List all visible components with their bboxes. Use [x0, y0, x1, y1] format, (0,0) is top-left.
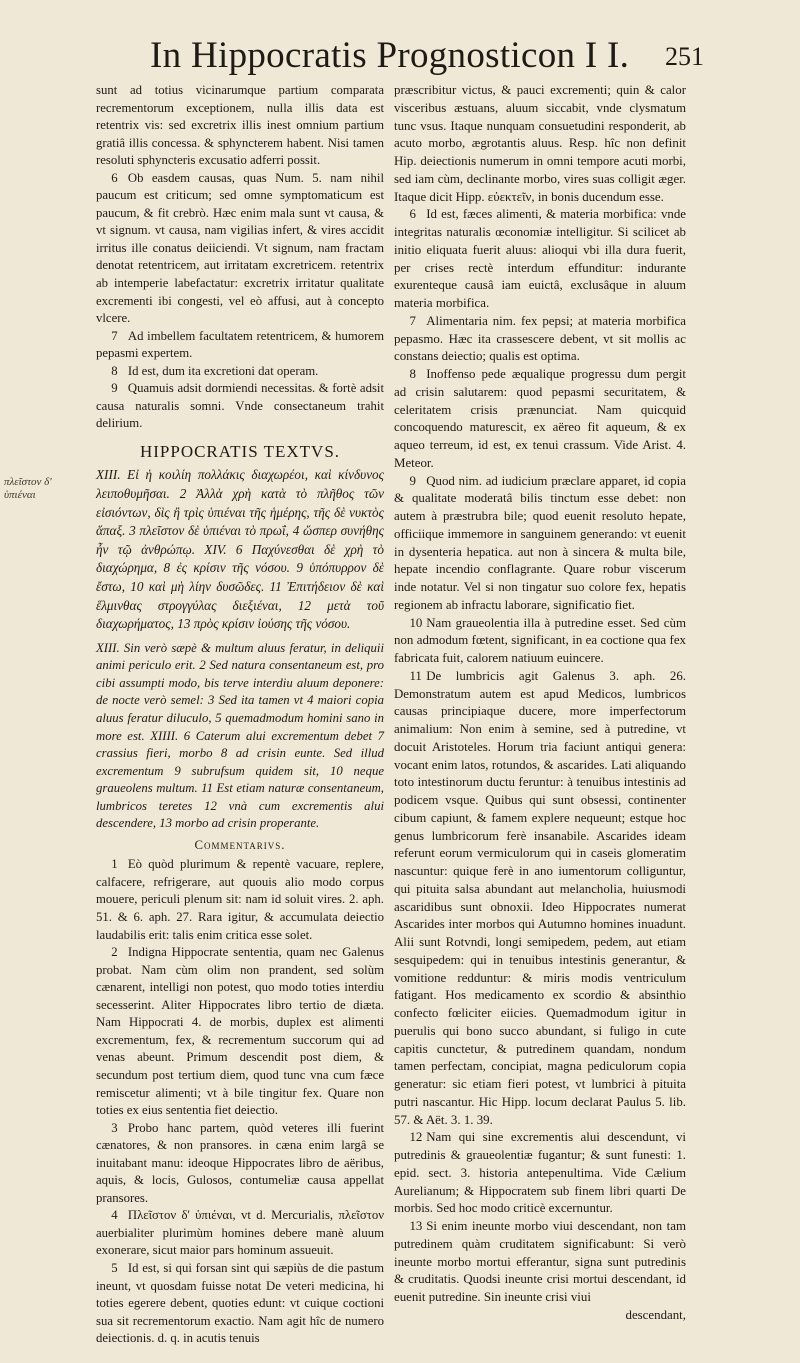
section-heading: HIPPOCRATIS TEXTVS. — [139, 441, 341, 461]
note-number: 7 — [111, 328, 118, 343]
note-text: Id est, fæces alimenti, & materia morbifica: vnde integritas naturalis œconomiæ intelligitur. Si scilicet ab initio eliquata fuerit aluus: alioqui vbi illa dura fuerit, per crises rectè interdum effunditur: indurante exurenteque causâ iam euictâ, exclusâque in aluum materia morbifica. — [394, 207, 686, 310]
latin-text: XIII. Sin verò sæpè & multum aluus feratur, in deliquii animi periculo erit. 2 Sed natura consentaneum est, pro cibi assumpti modo, bis terve interdiu aluum deponere: de nocte verò semel: 3 Sed ita tamen vt 4 maiori copia aluus feratur diluculo, 5 quemadmodum homini sano in more est. XIIII. 6 Caterum alui excrementum debet 7 crassius fieri, morbo 8 ad crisin eunte. Sed illud excrementum 9 subrufsum quidem sit, 10 neque graueolens multum. 11 Est etiam naturæ consentaneum, lumbricos teretes 12 vnà cum excrementis alui descendere, 13 morbo ad crisin properante. — [96, 640, 384, 831]
note-text: Nam qui sine excrementis alui descendunt, vi putredinis & graueolentiæ fugantur; & sunt funesti: 1. epid. sect. 3. historia antepenultima. Vide Cælium Aurelianum; & Hippocratem sub finem libri quarti De morbis. Sed hoc modo criticè excernuntur. — [394, 1130, 686, 1216]
note-9 — [96, 380, 384, 433]
left-column — [96, 82, 384, 1348]
note-text: Id est, si qui forsan sint qui sæpiùs de die pastum ineunt, vt quosdam fuisse notat De veteri medicina, hi toties egerere debent, quoties edunt: vt cuique coctioni sua sit recrementorum exactio. Nam agit hîc de numero deiectionis. d. q. in acutis tenuis — [96, 1260, 384, 1346]
paragraph-continuation: præscribitur victus, & pauci excrementi; quin & calor visceribus æstuans, aluum siccabit, vnde clysmatum tunc vsus. Itaque nunquam consuetudini responderit, ab acuto morbo, ægrotantis aluus. Resp. hîc non definit Hip. deiectionis numerum in omni tempore acuti morbi, sed iam cùm, declinante morbo, vires suas colligit æger. Itaque dicit Hipp. εὐεκτεῖν, in bonis ducendum esse. — [394, 83, 686, 204]
note-number: 6 — [111, 170, 118, 185]
note-text: Probo hanc partem, quòd veteres illi fuerint cænatores, & non pransores. in cæna enim largâ se inuitabant manu: ideoque Hippocrates libro de aëribus, aquis, & locis, Gulosos, contumeliæ causa appellat pransores. — [96, 1120, 384, 1205]
note-8 — [394, 366, 686, 473]
note-number: 5 — [111, 1260, 118, 1275]
note-10 — [394, 615, 686, 668]
note-13 — [394, 1218, 686, 1307]
note-text: Indigna Hippocrate sententia, quam nec Galenus probat. Nam cùm olim non prandent, sed solùm cænarent, intelligi non potest, quo modo toties interdiu secesserint. Aliter Hippocrates libro tertio de diæta. Nam Hippocrati 4. de morbis, duplex est alimenti excrementum, fex, & recrementum succorum qui ad venas abeunt. Primum descendit post diem, & secundum post tertium diem, quod tunc vna cum fæce remiscetur alimenti; vt à bile tingitur fex. Quare non toties ex eius sententia fiet deiectio. — [96, 945, 384, 1118]
running-title: In Hippocratis Prognosticon I I. — [150, 35, 630, 76]
note-9 — [394, 473, 686, 615]
note-text: Si enim ineunte morbo viui descendant, non tam putredinem quàm cruditatem significabunt: Si verò ineunte morbo mortui efferantur, signa sunt putredinis & cruditatis. Quodsi ineunte crisi mortui descendant, id euenit putredine. Sin ineunte crisi viui — [394, 1219, 686, 1304]
note-6 — [96, 170, 384, 328]
note-text: Inoffenso pede æqualique progressu dum pergit ad crisin salutarem: quod pepasmi securitatem, & celeritatem crisis prænunciat. Nam quicquid concoquendo maturescit, ex aëreo fit aqueum, & ex aqueo terreum, id est, ex tenui crassum. Vide Arist. 4. Meteor. — [394, 367, 686, 470]
note-number: 8 — [409, 367, 416, 381]
note-text: Πλεῖστον δ' ὑπιέναι, vt d. Mercurialis, πλεῖστον auerbialiter plurimùm homines debere manè aluum exonerare, sicut maior pars hominum assueuit. — [96, 1208, 384, 1258]
commentary-3 — [96, 1120, 384, 1208]
commentary-4 — [96, 1207, 384, 1260]
commentary-5 — [96, 1260, 384, 1348]
note-text: Ob easdem causas, quas Num. 5. nam nihil paucum est criticum; sed omne symptomaticum est paucum, & fit crebrò. Hæc enim mala sunt vt causa, & vt signum. vt causa, nam vigilias infert, & vires accidit irritus ille conatus deiiciendi. Vt signum, nam fractam denotat retentricem, aut irritatam excretricem. retentrix ab intemperie labefactatur: excretrix irritatur qualitate excrementi ibi congesti, vel eò affusi, aut à concepto vlcere. — [96, 170, 384, 326]
note-text: Quamuis adsit dormiendi necessitas. & fortè adsit causa naturalis somni. Vnde consectaneum trahit delirium. — [96, 381, 384, 431]
greek-text: XIII. Εἰ ἡ κοιλίη πολλάκις διαχωρέοι, καὶ κίνδυνος λειποθυμῆσαι. 2 Ἀλλὰ χρὴ κατὰ τὸ πλῆθος τῶν εἰσιόντων, δὶς ἢ τρὶς ὑπιέναι τῆς ἡμέρης, τῆς δὲ νυκτὸς ἅπαξ. 3 πλεῖστον δὲ ὑπιέναι τὸ πρωΐ, 4 ὥσπερ συνήθης ἦν τῷ ἀνθρώπῳ. XIV. 6 Παχύνεσθαι δὲ χρὴ τὸ διαχώρημα, 8 ἐς κρίσιν τῆς νόσου. 9 ὑπόπυρρον δὲ ἔστω, 10 καὶ μὴ λίην δυσῶδες. 11 Ἐπιτήδειον δὲ καὶ ἕλμινθας στρογγύλας διεξιέναι, 12 μετὰ τοῦ διαχωρήματος, 13 πρὸς κρίσιν ἰούσης τῆς νόσου. — [96, 467, 384, 632]
note-number: 12 — [409, 1130, 423, 1145]
note-7 — [96, 328, 384, 363]
note-number: 7 — [409, 313, 416, 328]
commentary-2 — [96, 944, 384, 1119]
catchword: descendant, — [625, 1307, 686, 1322]
note-text: De lumbricis agit Galenus 3. aph. 26. Demonstratum autem est apud Medicos, lumbricos causas principiaque ducere, more imperfectorum animalium: Non enim à semine, sed à putredine, vt docuit Aristoteles. Horum tria faciunt antiqui genera: vocant enim latos, rotundos, & ascarides. Lati aliquando toto intestinorum ductu feruntur: à tenuibus intestinis ad podicem vsque. Quibus qui sunt obsessi, continenter cibum capiunt, & famem explere nequeunt; estque hoc genus lumbricorum ferè insanabile. Ascarides ideam referunt eorum vermiculorum qui in caseis glomeratim nascuntur: quique ferè in ano iumentorum colliguntur, qui pituita salsa abundant aut melancholia, huiusmodi ascaridibus sunt obnoxii. Ideo Hippocrates numerat Ascarides inter morbos qui Autumno homines inuadunt. Alii sunt Rotvndi, longi semipedem, pedem, aut etiam sesquipedem: qui in tenuibus intestinis generantur, & vomitione redduntur: & miris modis ventriculum fatigant. Hos medicamento ex scordio & absinthio confecto fœliciter eiicies. Quemadmodum igitur in puerulis qui bono succo abundant, si fuligo in cute capitis cunctetur, & putredinem quandam, nondum tamen perfectam, concipiat, magna pediculorum copia generatur: sic etiam fieri potest, vt lumbrici à pituita putri nascantur. Hic Hipp. locum declarat Paulus 5. lib. 57. & Aët. 3. 1. 39. — [394, 668, 686, 1127]
right-column — [394, 82, 686, 1325]
note-number: 11 — [409, 668, 422, 683]
note-number: 6 — [409, 207, 416, 222]
note-number: 2 — [111, 945, 118, 960]
note-number: 1 — [111, 857, 118, 872]
note-number: 9 — [111, 381, 118, 396]
note-text: Eò quòd plurimum & repentè vacuare, replere, calfacere, refrigerare, aut quouis alio modo corpus mouere, periculi plenum sit: nam id soluit vires. 2. aph. 51. & 6. aph. 27. Rara igitur, & accumulata deiectio laudabilis erit: talis enim critica esse solet. — [96, 857, 384, 942]
note-number: 10 — [409, 615, 423, 630]
note-number: 8 — [111, 363, 118, 378]
note-7 — [394, 313, 686, 366]
commentary-heading: Commentarivs. — [194, 837, 286, 852]
note-text: Alimentaria nim. fex pepsi; at materia morbifica pepasmo. Hæc ita crassescere debent, vt sit mollis ac constans deiectio; qualis est optima. — [394, 313, 686, 364]
note-number: 4 — [111, 1208, 118, 1223]
paragraph-continuation: sunt ad totius vicinarumque partium comparata recrementorum exceptionem, nulla illis data est retentrix vis: sed excretrix illis inest omnium partium gratiâ illis concessa. & sphyncterem habent. Nisi tamen resoluti sphyncteris excusatio adferri possit. — [96, 83, 384, 168]
note-8 — [96, 363, 384, 381]
page-number: 251 — [665, 42, 704, 71]
note-text: Quod nim. ad iudicium præclare apparet, id copia & qualitate moderatâ bilis tinctum esse debet: non autem à præstrubra bile; quod euenit resoluto hepate, officiique immemore in sanguinem generando: vt euenit in dysenteria hepatica. aut non à sincera & multa bile, hepate incendio conflagrante. Quare robur viscerum inde notatur. Vel si non tingatur suo colore fex, hepatis regionem ab infractu laborare, significatio fiet. — [394, 473, 686, 612]
note-number: 9 — [409, 473, 416, 488]
note-12 — [394, 1129, 686, 1218]
note-6 — [394, 206, 686, 313]
note-number: 3 — [111, 1120, 118, 1135]
note-text: Id est, dum ita excretioni dat operam. — [127, 363, 319, 378]
note-text: Ad imbellem facultatem retentricem, & humorem pepasmi expertem. — [96, 328, 384, 361]
note-number: 13 — [409, 1219, 423, 1233]
note-11 — [394, 668, 686, 1130]
margin-note: πλεῖστον δ' ὑπιέναι — [4, 476, 52, 501]
commentary-1 — [96, 856, 384, 944]
note-text: Nam graueolentia illa à putredine esset. Sed cùm non admodum fœtent, significant, in ea coctione qua fex fabricata fuit, calorem natiuum euincere. — [394, 615, 686, 665]
